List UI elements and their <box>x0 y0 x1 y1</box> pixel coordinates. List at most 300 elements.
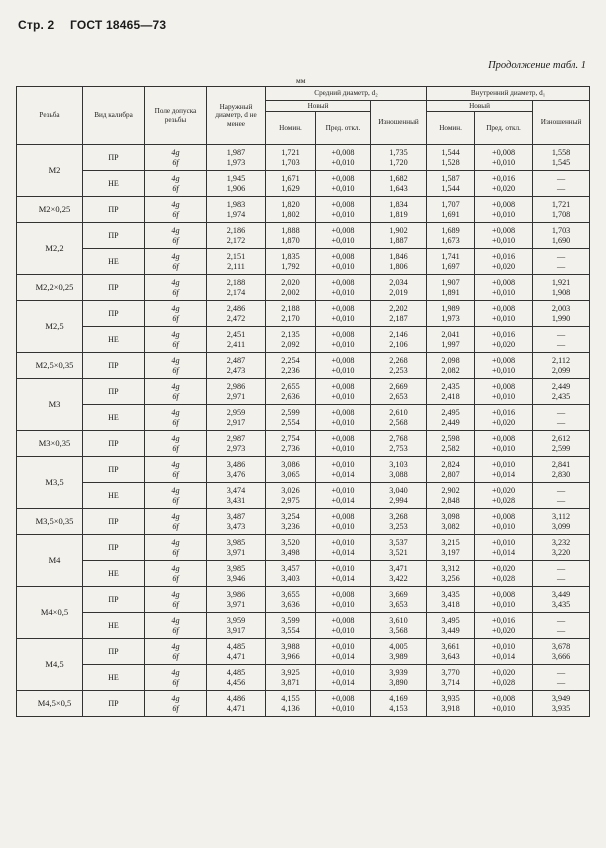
inner-worn <box>533 249 590 275</box>
tolerance-field <box>145 665 207 691</box>
table-row <box>17 327 590 353</box>
gauge-type: ПР <box>83 301 145 327</box>
mean-nominal-line: 3,065 <box>281 469 300 479</box>
mean-worn-line: 2,019 <box>389 287 408 297</box>
table-body <box>17 145 590 717</box>
inner-nominal-line: 1,697 <box>441 261 460 271</box>
outer-diameter-line: 3,487 <box>226 512 246 522</box>
mean-nominal-line: 2,599 <box>281 408 300 418</box>
inner-worn-line: 3,666 <box>551 651 571 661</box>
inner-worn <box>533 405 590 431</box>
mean-worn <box>371 301 427 327</box>
outer-diameter-line: 2,174 <box>226 287 246 297</box>
inner-nominal-line: 2,824 <box>441 460 460 470</box>
mean-limit-dev-line: +0,008 <box>331 200 355 210</box>
mean-worn-line: 3,521 <box>389 547 408 557</box>
inner-nominal-line: 2,598 <box>441 434 460 444</box>
tolerance-field-line: 4g <box>171 538 180 548</box>
outer-diameter-line: 4,471 <box>226 651 246 661</box>
tolerance-field <box>145 197 207 223</box>
outer-diameter-line: 2,971 <box>226 391 246 401</box>
inner-nominal <box>427 145 475 171</box>
thread-designation: М2,2×0,25 <box>17 275 83 301</box>
inner-limit-dev <box>475 613 533 639</box>
inner-worn-line: — <box>556 261 566 271</box>
inner-worn-line: 3,099 <box>551 521 571 531</box>
inner-limit-dev-line: +0,020 <box>492 668 516 678</box>
inner-nominal <box>427 379 475 405</box>
mean-worn <box>371 535 427 561</box>
inner-nominal <box>427 509 475 535</box>
inner-limit-dev-line: +0,010 <box>492 538 516 548</box>
mean-nominal-line: 2,975 <box>281 495 300 505</box>
gauge-type: ПР <box>83 535 145 561</box>
inner-worn <box>533 379 590 405</box>
inner-nominal-line: 3,435 <box>441 590 460 600</box>
inner-nominal-line: 3,082 <box>441 521 460 531</box>
inner-limit-dev <box>475 431 533 457</box>
tolerance-field-line: 4g <box>171 304 180 314</box>
tolerance-field-line: 4g <box>171 564 180 574</box>
gauge-type: НЕ <box>83 613 145 639</box>
gauge-type: ПР <box>83 145 145 171</box>
inner-limit-dev <box>475 353 533 379</box>
mean-limit-dev-line: +0,014 <box>331 573 355 583</box>
inner-limit-dev-line: +0,008 <box>492 694 516 704</box>
inner-nominal-line: 2,082 <box>441 365 460 375</box>
col-mean-new: Новый <box>266 101 371 112</box>
table-row <box>17 171 590 197</box>
inner-worn-line: 3,220 <box>551 547 571 557</box>
mean-limit-dev-line: +0,010 <box>331 521 355 531</box>
tolerance-field-line: 6f <box>172 209 179 219</box>
continuation-note: Продолжение табл. 1 <box>488 60 586 71</box>
inner-nominal-line: 1,587 <box>441 174 460 184</box>
mean-worn <box>371 249 427 275</box>
outer-diameter-line: 2,973 <box>226 443 246 453</box>
inner-nominal-line: 2,418 <box>441 391 460 401</box>
col-inner-nominal: Номин. <box>427 112 475 145</box>
mean-nominal <box>266 275 316 301</box>
mean-nominal-line: 3,498 <box>281 547 300 557</box>
tolerance-field <box>145 301 207 327</box>
mean-nominal <box>266 561 316 587</box>
inner-limit-dev-line: +0,010 <box>492 443 516 453</box>
inner-limit-dev-line: +0,020 <box>492 564 516 574</box>
table-row <box>17 301 590 327</box>
gauge-type: НЕ <box>83 483 145 509</box>
mean-worn-line: 3,268 <box>389 512 408 522</box>
inner-limit-dev-line: +0,008 <box>492 226 516 236</box>
inner-limit-dev <box>475 665 533 691</box>
tolerance-field-line: 6f <box>172 521 179 531</box>
col-mean-nominal: Номин. <box>266 112 316 145</box>
table-row <box>17 223 590 249</box>
outer-diameter <box>207 275 266 301</box>
inner-worn-line: 3,949 <box>551 694 571 704</box>
mean-worn-line: 3,040 <box>389 486 408 496</box>
mean-nominal <box>266 509 316 535</box>
outer-diameter <box>207 431 266 457</box>
inner-limit-dev-line: +0,020 <box>492 625 516 635</box>
tolerance-field-line: 6f <box>172 703 179 713</box>
mean-limit-dev <box>316 301 371 327</box>
mean-nominal-line: 3,254 <box>281 512 300 522</box>
mean-worn-line: 1,902 <box>389 226 408 236</box>
table-row <box>17 353 590 379</box>
tolerance-field <box>145 613 207 639</box>
inner-limit-dev-line: +0,020 <box>492 339 516 349</box>
tolerance-field-line: 6f <box>172 183 179 193</box>
mean-nominal-line: 3,988 <box>281 642 300 652</box>
mean-nominal-line: 2,092 <box>281 339 300 349</box>
inner-nominal-line: 1,528 <box>441 157 460 167</box>
inner-nominal-line: 2,902 <box>441 486 460 496</box>
thread-designation: М3,5×0,35 <box>17 509 83 535</box>
outer-diameter-line: 4,471 <box>226 703 246 713</box>
outer-diameter-line: 3,486 <box>226 460 246 470</box>
outer-diameter-line: 3,917 <box>226 625 246 635</box>
col-tolerance-field: Поле допуска резьбы <box>145 87 207 145</box>
inner-nominal <box>427 535 475 561</box>
mean-nominal <box>266 145 316 171</box>
mean-worn-line: 3,610 <box>389 616 408 626</box>
tolerance-field <box>145 483 207 509</box>
inner-worn <box>533 665 590 691</box>
thread-designation: М4×0,5 <box>17 587 83 639</box>
inner-nominal <box>427 457 475 483</box>
table-row <box>17 249 590 275</box>
outer-diameter-line: 3,971 <box>226 547 246 557</box>
gauge-type: ПР <box>83 509 145 535</box>
standard-number: ГОСТ 18465—73 <box>69 18 167 32</box>
mean-limit-dev-line: +0,014 <box>331 469 355 479</box>
inner-limit-dev-line: +0,028 <box>492 677 516 687</box>
inner-nominal-line: 1,544 <box>441 148 460 158</box>
outer-diameter <box>207 379 266 405</box>
inner-nominal <box>427 613 475 639</box>
mean-limit-dev <box>316 405 371 431</box>
mean-nominal-line: 2,188 <box>281 304 300 314</box>
inner-nominal-line: 3,418 <box>441 599 460 609</box>
inner-limit-dev-line: +0,016 <box>492 616 516 626</box>
inner-limit-dev-line: +0,010 <box>492 287 516 297</box>
mean-limit-dev <box>316 535 371 561</box>
inner-worn-line: 1,708 <box>551 209 571 219</box>
tolerance-field-line: 4g <box>171 148 180 158</box>
unit-label: мм <box>296 76 306 85</box>
mean-worn-line: 1,682 <box>389 174 408 184</box>
mean-worn-line: 3,253 <box>389 521 408 531</box>
inner-worn <box>533 145 590 171</box>
inner-worn-line: 1,908 <box>551 287 571 297</box>
inner-nominal-line: 3,661 <box>441 642 460 652</box>
mean-limit-dev-line: +0,008 <box>331 408 355 418</box>
mean-worn-line: 3,568 <box>389 625 408 635</box>
mean-nominal <box>266 613 316 639</box>
tolerance-field-line: 4g <box>171 174 180 184</box>
inner-worn-line: — <box>556 486 566 496</box>
mean-worn <box>371 587 427 613</box>
thread-designation: М2,2 <box>17 223 83 275</box>
outer-diameter-line: 2,917 <box>226 417 246 427</box>
gauge-type: НЕ <box>83 405 145 431</box>
tolerance-field <box>145 535 207 561</box>
inner-nominal-line: 1,997 <box>441 339 460 349</box>
gauge-type: ПР <box>83 353 145 379</box>
mean-limit-dev-line: +0,008 <box>331 694 355 704</box>
mean-nominal-line: 2,020 <box>281 278 300 288</box>
tolerance-field-line: 4g <box>171 434 180 444</box>
inner-limit-dev-line: +0,016 <box>492 174 516 184</box>
mean-limit-dev-line: +0,010 <box>331 183 355 193</box>
table-row <box>17 691 590 717</box>
mean-nominal-line: 1,888 <box>281 226 300 236</box>
mean-worn <box>371 691 427 717</box>
mean-worn-line: 4,169 <box>389 694 408 704</box>
outer-diameter <box>207 197 266 223</box>
outer-diameter <box>207 223 266 249</box>
mean-limit-dev <box>316 223 371 249</box>
inner-nominal-line: 3,256 <box>441 573 460 583</box>
mean-limit-dev-line: +0,010 <box>331 625 355 635</box>
mean-worn-line: 2,768 <box>389 434 408 444</box>
mean-worn-line: 2,106 <box>389 339 408 349</box>
inner-nominal <box>427 171 475 197</box>
mean-worn <box>371 275 427 301</box>
col-thread: Резьба <box>17 87 83 145</box>
inner-nominal-line: 3,215 <box>441 538 460 548</box>
inner-limit-dev-line: +0,010 <box>492 313 516 323</box>
mean-worn <box>371 483 427 509</box>
tolerance-field <box>145 639 207 665</box>
table-row <box>17 639 590 665</box>
inner-nominal <box>427 405 475 431</box>
inner-nominal-line: 3,197 <box>441 547 460 557</box>
tolerance-field-line: 6f <box>172 261 179 271</box>
mean-nominal-line: 3,871 <box>281 677 300 687</box>
mean-limit-dev <box>316 353 371 379</box>
outer-diameter-line: 3,986 <box>226 590 246 600</box>
mean-worn-line: 1,846 <box>389 252 408 262</box>
inner-limit-dev <box>475 561 533 587</box>
outer-diameter-line: 1,945 <box>226 174 246 184</box>
inner-limit-dev-line: +0,016 <box>492 330 516 340</box>
tolerance-field <box>145 145 207 171</box>
tolerance-field-line: 6f <box>172 677 179 687</box>
inner-worn-line: 2,841 <box>551 460 571 470</box>
table-row <box>17 457 590 483</box>
inner-nominal-line: 3,714 <box>441 677 460 687</box>
inner-worn-line: — <box>556 339 566 349</box>
tolerance-field <box>145 327 207 353</box>
outer-diameter <box>207 405 266 431</box>
tolerance-field-line: 6f <box>172 573 179 583</box>
mean-nominal-line: 2,002 <box>281 287 300 297</box>
mean-worn <box>371 145 427 171</box>
thread-designation: М3×0,35 <box>17 431 83 457</box>
inner-nominal-line: 1,691 <box>441 209 460 219</box>
mean-nominal <box>266 665 316 691</box>
mean-worn <box>371 405 427 431</box>
mean-limit-dev-line: +0,008 <box>331 434 355 444</box>
mean-worn-line: 3,989 <box>389 651 408 661</box>
mean-nominal <box>266 639 316 665</box>
col-inner-worn: Изношенный <box>533 101 590 145</box>
mean-worn-line: 1,806 <box>389 261 408 271</box>
mean-limit-dev-line: +0,010 <box>331 460 355 470</box>
tolerance-field-line: 4g <box>171 226 180 236</box>
mean-worn-line: 2,610 <box>389 408 408 418</box>
outer-diameter-line: 2,111 <box>227 261 245 271</box>
mean-limit-dev-line: +0,010 <box>331 339 355 349</box>
mean-limit-dev <box>316 171 371 197</box>
mean-limit-dev <box>316 483 371 509</box>
mean-limit-dev-line: +0,014 <box>331 677 355 687</box>
inner-nominal-line: 3,918 <box>441 703 460 713</box>
gauge-type: ПР <box>83 379 145 405</box>
mean-nominal-line: 1,671 <box>281 174 300 184</box>
inner-nominal <box>427 431 475 457</box>
outer-diameter <box>207 483 266 509</box>
inner-worn-line: — <box>556 625 566 635</box>
mean-limit-dev <box>316 379 371 405</box>
tolerance-field-line: 6f <box>172 287 179 297</box>
mean-nominal-line: 1,802 <box>281 209 300 219</box>
outer-diameter <box>207 639 266 665</box>
inner-limit-dev <box>475 691 533 717</box>
inner-limit-dev <box>475 483 533 509</box>
outer-diameter-line: 1,983 <box>226 200 246 210</box>
col-outer-diameter: Наружный диаметр, d не менее <box>207 87 266 145</box>
inner-worn-line: 1,990 <box>551 313 571 323</box>
table-row <box>17 197 590 223</box>
mean-worn-line: 3,653 <box>389 599 408 609</box>
inner-nominal-line: 1,891 <box>441 287 460 297</box>
tolerance-field-line: 6f <box>172 339 179 349</box>
mean-nominal-line: 3,520 <box>281 538 300 548</box>
inner-nominal <box>427 691 475 717</box>
inner-nominal <box>427 561 475 587</box>
tolerance-field-line: 6f <box>172 625 179 635</box>
inner-limit-dev-line: +0,008 <box>492 148 516 158</box>
tolerance-field-line: 4g <box>171 668 180 678</box>
mean-limit-dev <box>316 691 371 717</box>
tolerance-field-line: 4g <box>171 408 180 418</box>
mean-worn <box>371 561 427 587</box>
mean-limit-dev-line: +0,008 <box>331 382 355 392</box>
mean-limit-dev-line: +0,010 <box>331 417 355 427</box>
inner-limit-dev-line: +0,010 <box>492 521 516 531</box>
mean-nominal-line: 1,721 <box>281 148 300 158</box>
inner-worn-line: 2,449 <box>551 382 571 392</box>
inner-limit-dev <box>475 535 533 561</box>
table-row <box>17 535 590 561</box>
tolerance-field <box>145 457 207 483</box>
mean-nominal <box>266 197 316 223</box>
inner-limit-dev-line: +0,010 <box>492 642 516 652</box>
gauge-type: НЕ <box>83 171 145 197</box>
inner-limit-dev-line: +0,008 <box>492 512 516 522</box>
mean-worn-line: 2,187 <box>389 313 408 323</box>
mean-limit-dev-line: +0,008 <box>331 330 355 340</box>
inner-limit-dev-line: +0,014 <box>492 547 516 557</box>
outer-diameter <box>207 327 266 353</box>
mean-nominal <box>266 171 316 197</box>
mean-nominal-line: 2,254 <box>281 356 300 366</box>
outer-diameter-line: 2,151 <box>226 252 246 262</box>
mean-limit-dev-line: +0,010 <box>331 668 355 678</box>
outer-diameter-line: 2,473 <box>226 365 246 375</box>
gauge-type: ПР <box>83 587 145 613</box>
outer-diameter-line: 2,411 <box>226 339 246 349</box>
outer-diameter <box>207 301 266 327</box>
tolerance-field-line: 4g <box>171 330 180 340</box>
mean-limit-dev-line: +0,008 <box>331 174 355 184</box>
mean-worn <box>371 327 427 353</box>
inner-limit-dev-line: +0,008 <box>492 382 516 392</box>
mean-limit-dev-line: +0,010 <box>331 209 355 219</box>
inner-nominal-line: 1,544 <box>441 183 460 193</box>
mean-limit-dev-line: +0,014 <box>331 495 355 505</box>
mean-limit-dev-line: +0,010 <box>331 261 355 271</box>
col-inner-limit-dev: Пред. откл. <box>475 112 533 145</box>
mean-nominal-line: 3,457 <box>281 564 300 574</box>
inner-limit-dev-line: +0,016 <box>492 252 516 262</box>
mean-limit-dev <box>316 587 371 613</box>
inner-worn <box>533 509 590 535</box>
outer-diameter-line: 1,973 <box>226 157 246 167</box>
inner-nominal-line: 3,770 <box>441 668 460 678</box>
mean-nominal-line: 1,835 <box>281 252 300 262</box>
mean-worn <box>371 431 427 457</box>
tolerance-field-line: 4g <box>171 460 180 470</box>
inner-worn-line: 2,003 <box>551 304 571 314</box>
mean-limit-dev <box>316 431 371 457</box>
inner-nominal <box>427 587 475 613</box>
mean-nominal-line: 3,026 <box>281 486 300 496</box>
inner-nominal-line: 2,582 <box>441 443 460 453</box>
tolerance-field-line: 4g <box>171 512 180 522</box>
table-row <box>17 405 590 431</box>
outer-diameter <box>207 561 266 587</box>
mean-nominal <box>266 301 316 327</box>
mean-limit-dev-line: +0,008 <box>331 356 355 366</box>
outer-diameter <box>207 613 266 639</box>
mean-limit-dev-line: +0,010 <box>331 564 355 574</box>
outer-diameter-line: 4,485 <box>226 642 246 652</box>
inner-worn-line: — <box>556 408 566 418</box>
inner-nominal-line: 3,098 <box>441 512 460 522</box>
inner-limit-dev <box>475 171 533 197</box>
outer-diameter <box>207 353 266 379</box>
mean-worn-line: 4,153 <box>389 703 408 713</box>
inner-worn-line: — <box>556 668 566 678</box>
mean-limit-dev <box>316 275 371 301</box>
mean-limit-dev <box>316 197 371 223</box>
inner-limit-dev-line: +0,028 <box>492 573 516 583</box>
mean-worn-line: 3,939 <box>389 668 408 678</box>
mean-worn <box>371 223 427 249</box>
mean-worn <box>371 379 427 405</box>
tolerance-field-line: 6f <box>172 417 179 427</box>
inner-worn <box>533 171 590 197</box>
gauge-type: НЕ <box>83 561 145 587</box>
page-label: Стр. 2 <box>18 18 55 32</box>
inner-worn-line: 1,545 <box>551 157 571 167</box>
inner-worn-line: — <box>556 417 566 427</box>
mean-limit-dev-line: +0,010 <box>331 703 355 713</box>
